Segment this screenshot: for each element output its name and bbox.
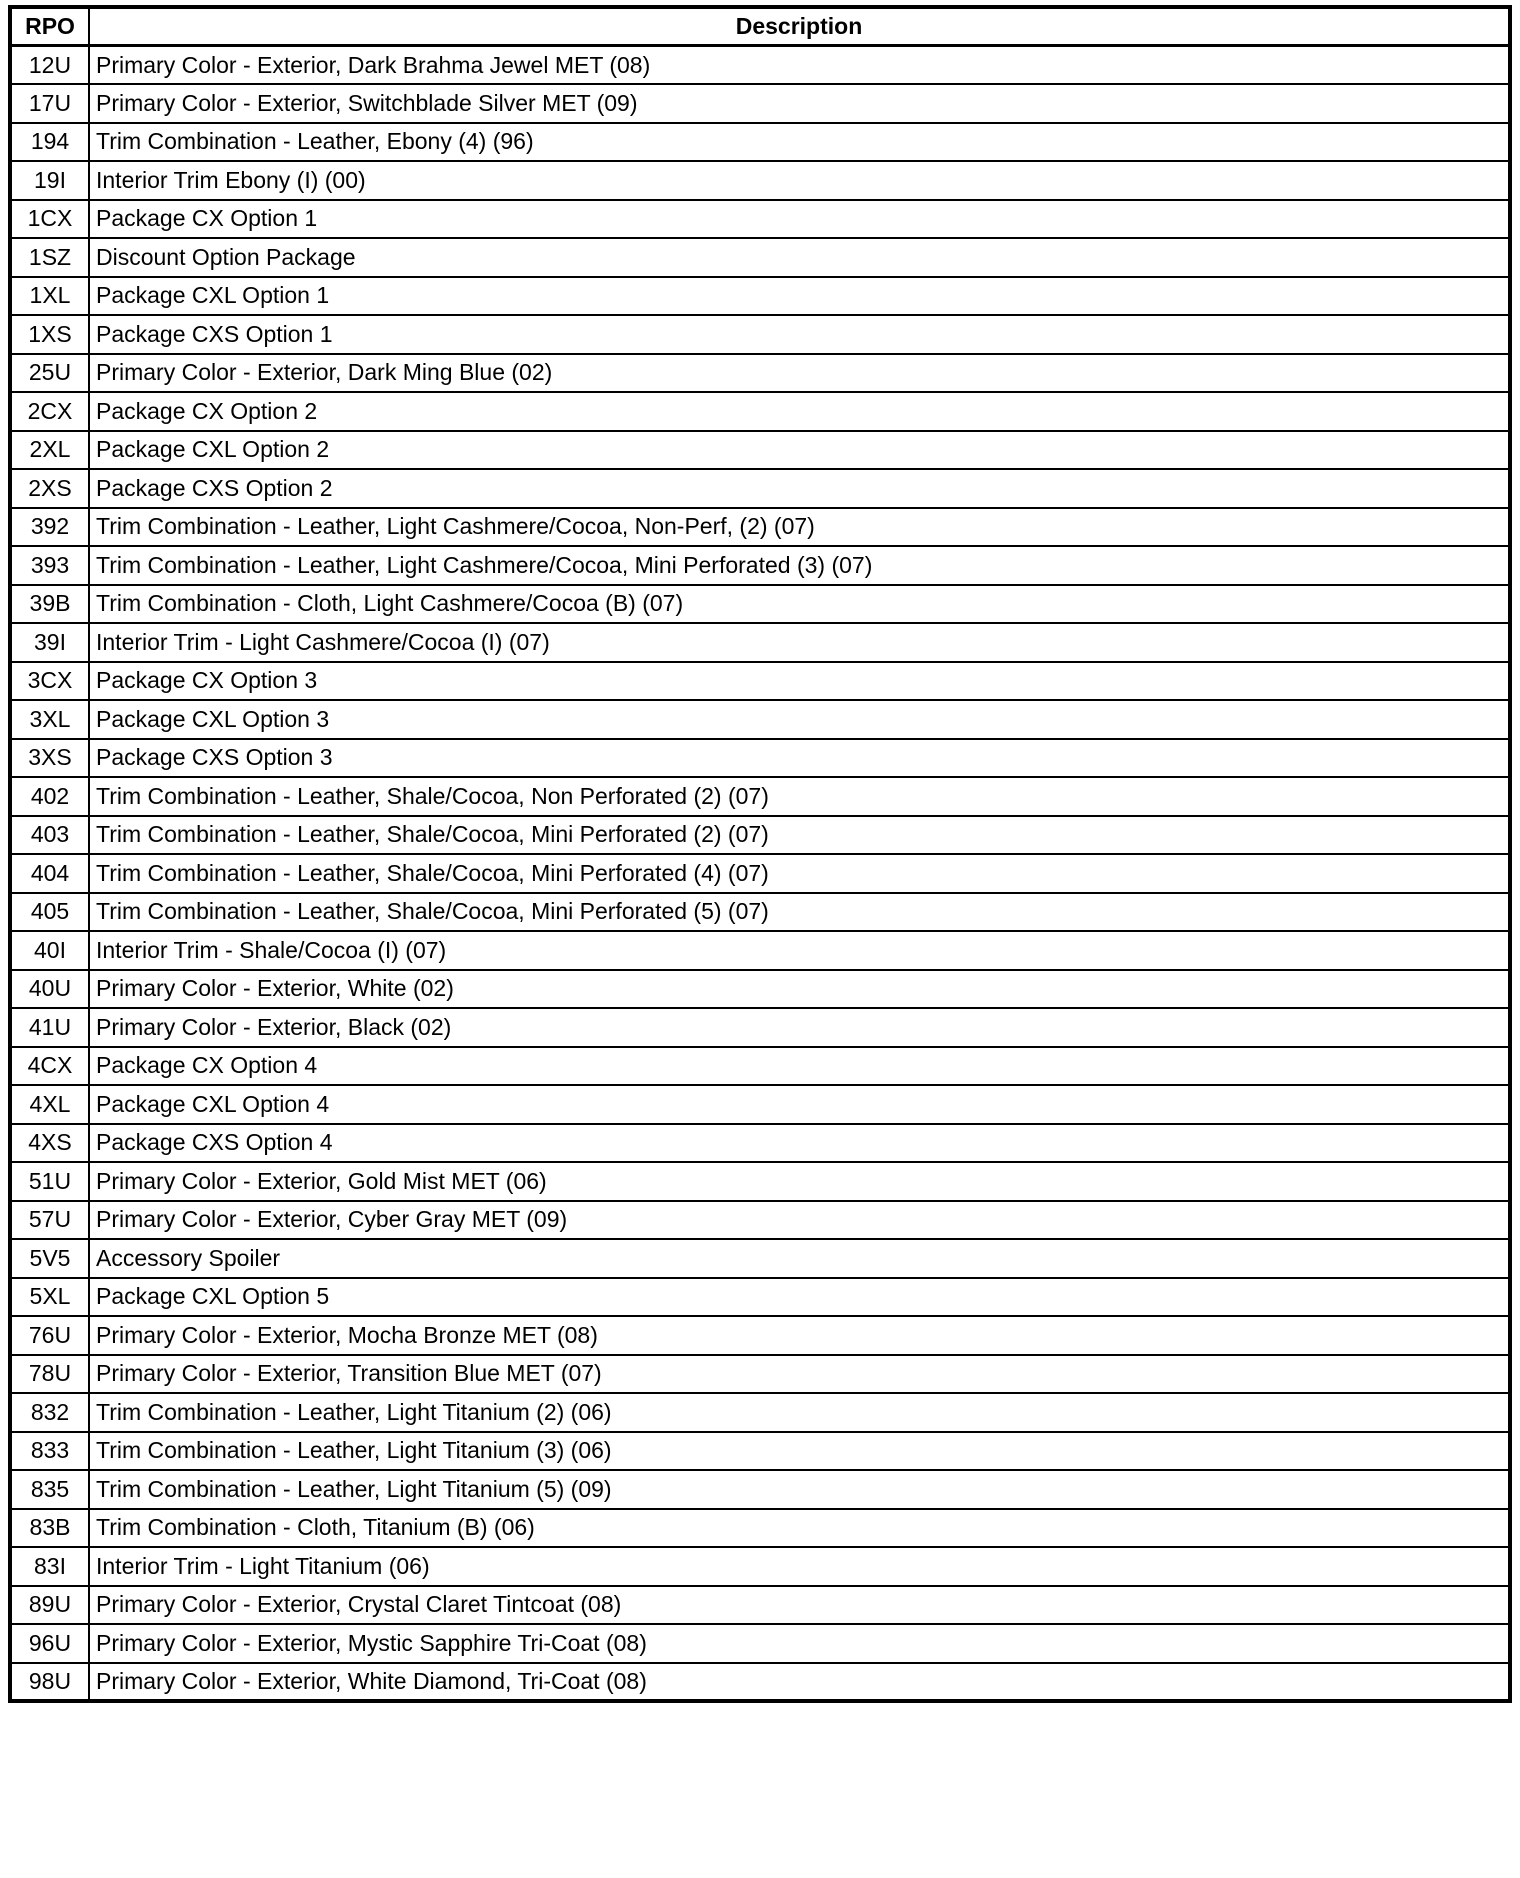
description-cell: Interior Trim - Light Titanium (06): [89, 1547, 1510, 1586]
table-row: [10, 854, 1510, 893]
table-row: [10, 1663, 1510, 1702]
table-row: [10, 931, 1510, 970]
rpo-code-cell: 12U: [10, 46, 89, 85]
rpo-code-cell: 194: [10, 123, 89, 162]
description-cell: Primary Color - Exterior, Transition Blue MET (07): [89, 1355, 1510, 1394]
rpo-table: [8, 5, 1512, 1703]
rpo-code-cell: 4XL: [10, 1085, 89, 1124]
description-cell: Trim Combination - Leather, Shale/Cocoa, Mini Perforated (4) (07): [89, 854, 1510, 893]
rpo-code-cell: 402: [10, 777, 89, 816]
rpo-code-cell: 76U: [10, 1316, 89, 1355]
table-row: [10, 1047, 1510, 1086]
table-row: [10, 816, 1510, 855]
rpo-code-cell: 1XL: [10, 277, 89, 316]
rpo-code-cell: 1CX: [10, 200, 89, 239]
table-row: [10, 1278, 1510, 1317]
table-row: [10, 277, 1510, 316]
rpo-code-cell: 4XS: [10, 1124, 89, 1163]
table-row: [10, 1393, 1510, 1432]
description-cell: Interior Trim Ebony (I) (00): [89, 161, 1510, 200]
table-row: [10, 469, 1510, 508]
table-row: [10, 1355, 1510, 1394]
rpo-code-cell: 832: [10, 1393, 89, 1432]
description-cell: Trim Combination - Leather, Light Titanium (3) (06): [89, 1432, 1510, 1471]
rpo-code-cell: 83I: [10, 1547, 89, 1586]
table-row: [10, 623, 1510, 662]
table-body: [10, 46, 1510, 1702]
rpo-code-cell: 1SZ: [10, 238, 89, 277]
table-row: [10, 1624, 1510, 1663]
table-row: [10, 1470, 1510, 1509]
rpo-code-cell: 57U: [10, 1201, 89, 1240]
description-cell: Trim Combination - Leather, Light Titanium (2) (06): [89, 1393, 1510, 1432]
table-header: [10, 7, 1510, 46]
description-cell: Trim Combination - Cloth, Light Cashmere/Cocoa (B) (07): [89, 585, 1510, 624]
description-cell: Primary Color - Exterior, Dark Brahma Jewel MET (08): [89, 46, 1510, 85]
rpo-code-cell: 25U: [10, 354, 89, 393]
rpo-code-cell: 83B: [10, 1509, 89, 1548]
table-row: [10, 1085, 1510, 1124]
description-cell: Package CX Option 1: [89, 200, 1510, 239]
rpo-code-cell: 835: [10, 1470, 89, 1509]
description-cell: Trim Combination - Leather, Shale/Cocoa, Mini Perforated (2) (07): [89, 816, 1510, 855]
rpo-column-header: RPO: [10, 7, 89, 46]
description-cell: Trim Combination - Leather, Light Cashmere/Cocoa, Mini Perforated (3) (07): [89, 546, 1510, 585]
rpo-code-cell: 40I: [10, 931, 89, 970]
rpo-code-cell: 17U: [10, 84, 89, 123]
table-row: [10, 200, 1510, 239]
description-cell: Discount Option Package: [89, 238, 1510, 277]
table-row: [10, 1316, 1510, 1355]
description-cell: Trim Combination - Leather, Shale/Cocoa, Non Perforated (2) (07): [89, 777, 1510, 816]
table-row: [10, 1124, 1510, 1163]
table-row: [10, 1547, 1510, 1586]
table-row: [10, 585, 1510, 624]
description-cell: Package CXS Option 3: [89, 739, 1510, 778]
table-row: [10, 700, 1510, 739]
description-cell: Package CXS Option 1: [89, 315, 1510, 354]
table-row: [10, 238, 1510, 277]
table-row: [10, 46, 1510, 85]
rpo-code-cell: 3XL: [10, 700, 89, 739]
rpo-code-cell: 405: [10, 893, 89, 932]
description-cell: Package CXL Option 4: [89, 1085, 1510, 1124]
table-row: [10, 315, 1510, 354]
table-row: [10, 893, 1510, 932]
rpo-code-cell: 89U: [10, 1586, 89, 1625]
rpo-code-cell: 2XS: [10, 469, 89, 508]
description-cell: Accessory Spoiler: [89, 1239, 1510, 1278]
description-cell: Primary Color - Exterior, Mystic Sapphire Tri-Coat (08): [89, 1624, 1510, 1663]
rpo-code-cell: 2CX: [10, 392, 89, 431]
rpo-code-cell: 51U: [10, 1162, 89, 1201]
rpo-code-cell: 19I: [10, 161, 89, 200]
table-row: [10, 777, 1510, 816]
table-row: [10, 1201, 1510, 1240]
table-row: [10, 84, 1510, 123]
table-row: [10, 739, 1510, 778]
rpo-code-cell: 404: [10, 854, 89, 893]
description-cell: Trim Combination - Cloth, Titanium (B) (06): [89, 1509, 1510, 1548]
rpo-code-cell: 41U: [10, 1008, 89, 1047]
description-cell: Primary Color - Exterior, Cyber Gray MET (09): [89, 1201, 1510, 1240]
description-cell: Interior Trim - Light Cashmere/Cocoa (I) (07): [89, 623, 1510, 662]
table-row: [10, 123, 1510, 162]
description-cell: Package CX Option 2: [89, 392, 1510, 431]
rpo-code-cell: 4CX: [10, 1047, 89, 1086]
table-row: [10, 392, 1510, 431]
rpo-code-cell: 3XS: [10, 739, 89, 778]
rpo-code-cell: 393: [10, 546, 89, 585]
table-row: [10, 1586, 1510, 1625]
description-column-header: Description: [89, 7, 1510, 46]
description-cell: Trim Combination - Leather, Shale/Cocoa, Mini Perforated (5) (07): [89, 893, 1510, 932]
table-row: [10, 1432, 1510, 1471]
description-cell: Primary Color - Exterior, Dark Ming Blue (02): [89, 354, 1510, 393]
table-row: [10, 546, 1510, 585]
table-row: [10, 508, 1510, 547]
description-cell: Primary Color - Exterior, White Diamond, Tri-Coat (08): [89, 1663, 1510, 1702]
table-row: [10, 431, 1510, 470]
description-cell: Trim Combination - Leather, Light Titanium (5) (09): [89, 1470, 1510, 1509]
rpo-code-cell: 98U: [10, 1663, 89, 1702]
description-cell: Primary Color - Exterior, Mocha Bronze MET (08): [89, 1316, 1510, 1355]
rpo-code-cell: 96U: [10, 1624, 89, 1663]
rpo-code-cell: 1XS: [10, 315, 89, 354]
rpo-code-cell: 39I: [10, 623, 89, 662]
rpo-code-cell: 78U: [10, 1355, 89, 1394]
description-cell: Primary Color - Exterior, White (02): [89, 970, 1510, 1009]
table-row: [10, 1162, 1510, 1201]
description-cell: Primary Color - Exterior, Crystal Claret Tintcoat (08): [89, 1586, 1510, 1625]
table-row: [10, 1008, 1510, 1047]
table-row: [10, 161, 1510, 200]
description-cell: Package CXS Option 2: [89, 469, 1510, 508]
header-row: [10, 7, 1510, 46]
description-cell: Trim Combination - Leather, Light Cashmere/Cocoa, Non-Perf, (2) (07): [89, 508, 1510, 547]
rpo-code-cell: 40U: [10, 970, 89, 1009]
table-row: [10, 354, 1510, 393]
rpo-code-cell: 3CX: [10, 662, 89, 701]
rpo-code-cell: 2XL: [10, 431, 89, 470]
description-cell: Package CX Option 3: [89, 662, 1510, 701]
rpo-code-cell: 392: [10, 508, 89, 547]
description-cell: Primary Color - Exterior, Switchblade Silver MET (09): [89, 84, 1510, 123]
table-row: [10, 662, 1510, 701]
rpo-code-cell: 39B: [10, 585, 89, 624]
description-cell: Package CXS Option 4: [89, 1124, 1510, 1163]
description-cell: Package CXL Option 5: [89, 1278, 1510, 1317]
description-cell: Interior Trim - Shale/Cocoa (I) (07): [89, 931, 1510, 970]
description-cell: Package CXL Option 3: [89, 700, 1510, 739]
rpo-code-cell: 5XL: [10, 1278, 89, 1317]
description-cell: Package CX Option 4: [89, 1047, 1510, 1086]
rpo-code-cell: 833: [10, 1432, 89, 1471]
rpo-code-cell: 5V5: [10, 1239, 89, 1278]
description-cell: Package CXL Option 2: [89, 431, 1510, 470]
table-row: [10, 970, 1510, 1009]
rpo-code-cell: 403: [10, 816, 89, 855]
description-cell: Primary Color - Exterior, Black (02): [89, 1008, 1510, 1047]
description-cell: Primary Color - Exterior, Gold Mist MET (06): [89, 1162, 1510, 1201]
description-cell: Package CXL Option 1: [89, 277, 1510, 316]
table-row: [10, 1239, 1510, 1278]
description-cell: Trim Combination - Leather, Ebony (4) (96): [89, 123, 1510, 162]
table-row: [10, 1509, 1510, 1548]
